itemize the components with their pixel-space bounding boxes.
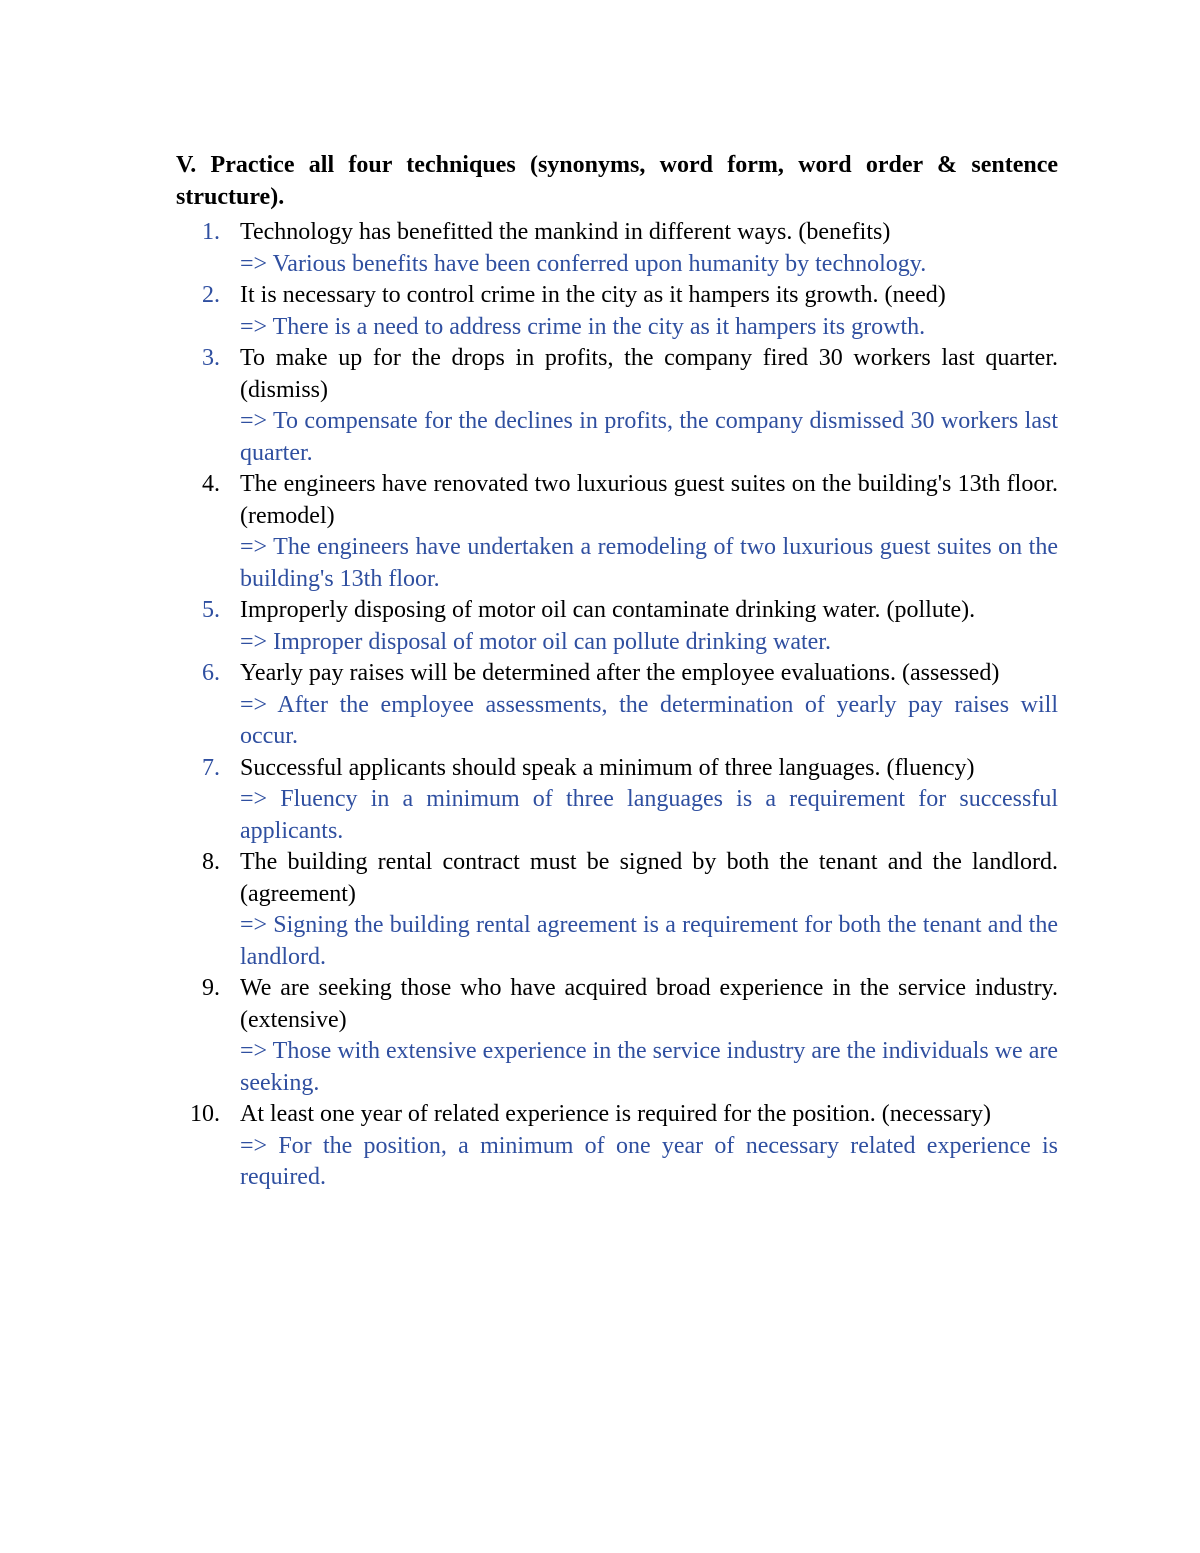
exercise-answer: => The engineers have undertaken a remodeling of two luxurious guest suites on the building's 13th floor. — [240, 534, 1058, 592]
item-number: 1. — [202, 219, 220, 245]
exercise-answer: => After the employee assessments, the determination of yearly pay raises will occur. — [240, 691, 1058, 749]
exercise-answer: => Improper disposal of motor oil can pollute drinking water. — [240, 628, 831, 655]
exercise-prompt: Improperly disposing of motor oil can contaminate drinking water. (pollute). — [240, 597, 976, 623]
exercise-item-6 — [176, 658, 1058, 753]
exercise-prompt: Successful applicants should speak a minimum of three languages. (fluency) — [240, 754, 975, 781]
exercise-answer: => Signing the building rental agreement is a requirement for both the tenant and the landlord. — [240, 912, 1058, 970]
item-number: 6. — [202, 660, 220, 686]
section-heading: V. Practice all four techniques (synonyms, word form, word order & sentence structure). — [176, 152, 1058, 210]
item-number: 4. — [202, 471, 220, 497]
exercise-answer: => Fluency in a minimum of three languages is a requirement for successful applicants. — [240, 786, 1058, 844]
exercise-answer: => Various benefits have been conferred upon humanity by technology. — [240, 250, 927, 277]
exercise-item-9 — [176, 973, 1058, 1099]
exercise-item-8 — [176, 847, 1058, 973]
exercise-item-1 — [176, 217, 1058, 280]
document-page — [176, 150, 1058, 1194]
item-number: 2. — [202, 282, 220, 308]
exercise-prompt: The building rental contract must be signed by both the tenant and the landlord. (agreement) — [240, 849, 1058, 907]
exercise-prompt: At least one year of related experience is required for the position. (necessary) — [240, 1101, 992, 1127]
exercise-item-2 — [176, 280, 1058, 343]
exercise-item-7 — [176, 753, 1058, 848]
item-number: 10. — [190, 1101, 220, 1127]
exercise-item-10 — [176, 1099, 1058, 1194]
item-number: 3. — [202, 345, 220, 371]
exercise-answer: => To compensate for the declines in profits, the company dismissed 30 workers last quarter. — [240, 408, 1058, 466]
item-number: 9. — [202, 975, 220, 1001]
item-number: 7. — [202, 754, 220, 781]
exercise-answer: => For the position, a minimum of one year of necessary related experience is required. — [240, 1132, 1058, 1190]
exercise-answer: => Those with extensive experience in the service industry are the individuals we are seeking. — [240, 1038, 1058, 1096]
exercise-prompt: The engineers have renovated two luxurious guest suites on the building's 13th floor. (remodel) — [240, 471, 1058, 529]
exercise-item-4 — [176, 469, 1058, 595]
item-number: 5. — [202, 597, 220, 623]
exercise-item-5 — [176, 595, 1058, 658]
exercise-answer: => There is a need to address crime in the city as it hampers its growth. — [240, 313, 926, 340]
exercise-list — [176, 217, 1058, 1194]
exercise-prompt: Yearly pay raises will be determined after the employee evaluations. (assessed) — [240, 660, 1000, 686]
exercise-prompt: We are seeking those who have acquired broad experience in the service industry. (extensive) — [240, 975, 1058, 1033]
exercise-prompt: Technology has benefitted the mankind in different ways. (benefits) — [240, 219, 891, 245]
exercise-item-3 — [176, 343, 1058, 469]
exercise-prompt: It is necessary to control crime in the city as it hampers its growth. (need) — [240, 282, 946, 308]
exercise-prompt: To make up for the drops in profits, the company fired 30 workers last quarter.(dismiss) — [240, 345, 1058, 403]
item-number: 8. — [202, 849, 220, 875]
